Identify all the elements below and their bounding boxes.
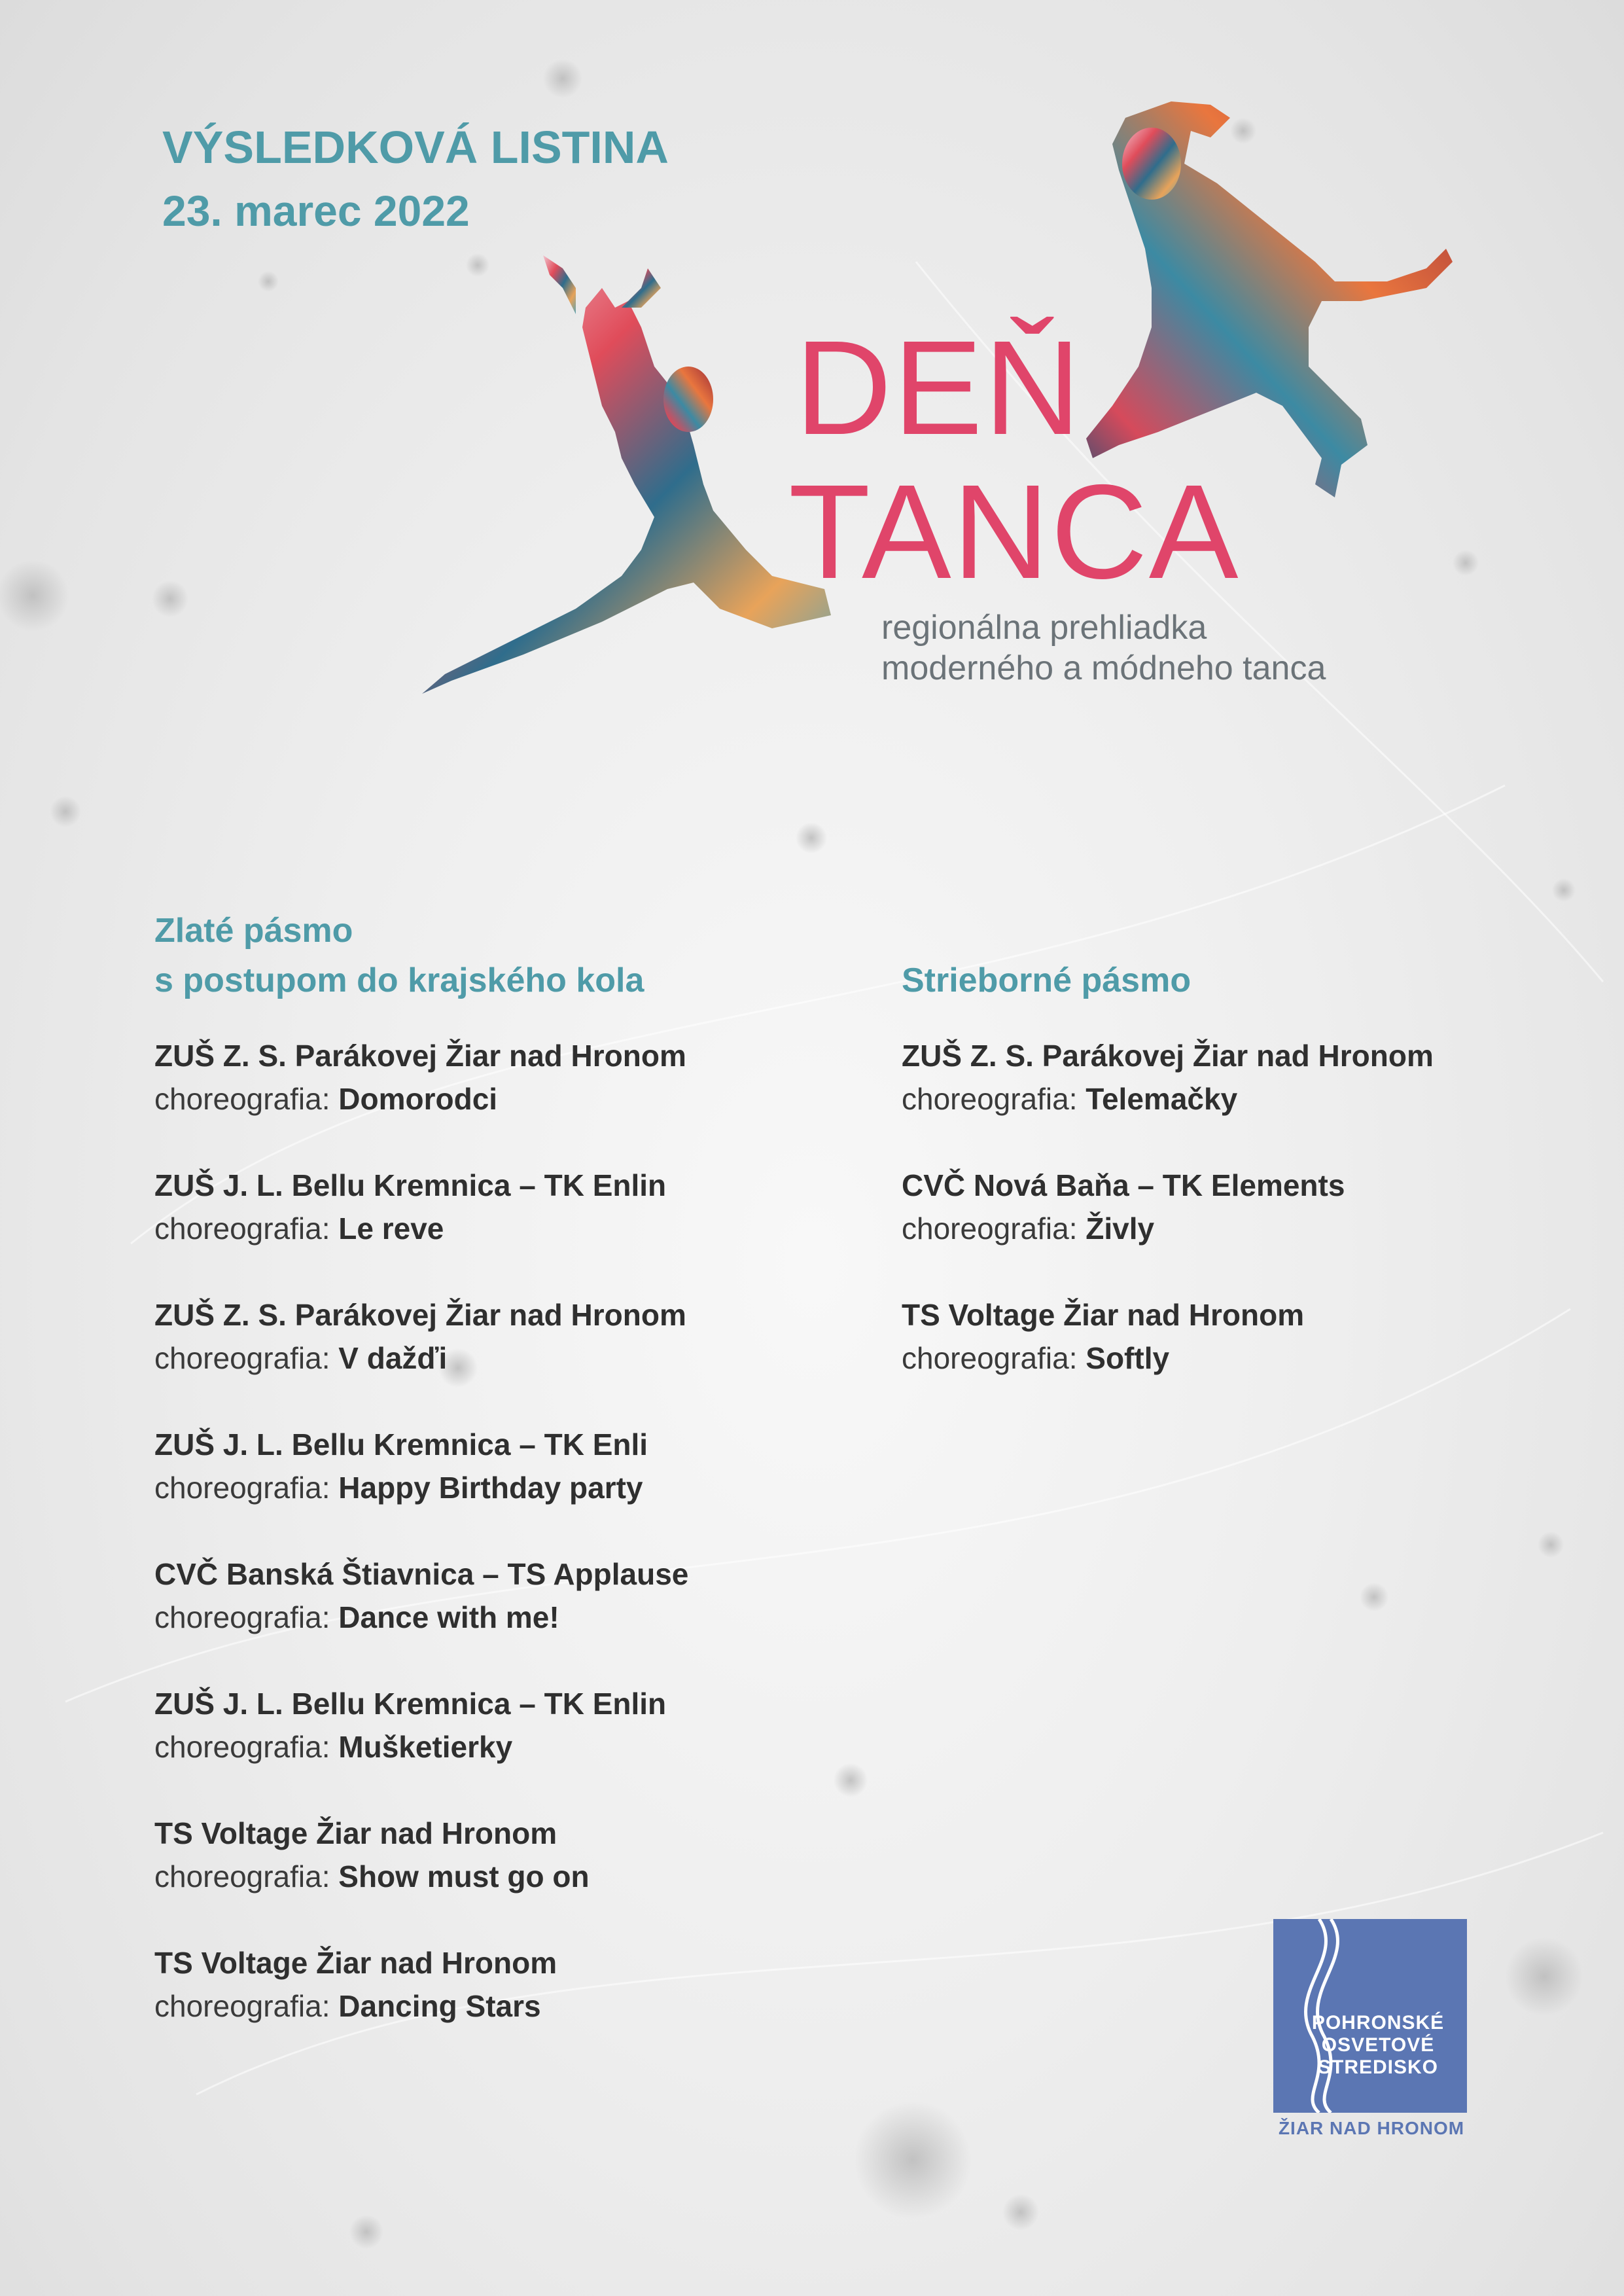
ensemble-name: ZUŠ J. L. Bellu Kremnica – TK Enlin xyxy=(154,1687,667,1721)
logo-title-line1: DEŇ xyxy=(795,313,1082,463)
ensemble-name: TS Voltage Žiar nad Hronom xyxy=(154,1946,557,1980)
choreography-title: Domorodci xyxy=(338,1082,498,1116)
list-item xyxy=(154,1164,841,1250)
organizer-line2: OSVETOVÉ xyxy=(1321,2034,1435,2056)
list-item xyxy=(154,1552,841,1639)
ensemble-name: CVČ Banská Štiavnica – TS Applause xyxy=(154,1557,689,1591)
ensemble-name: ZUŠ Z. S. Parákovej Žiar nad Hronom xyxy=(154,1039,686,1073)
page-title: VÝSLEDKOVÁ LISTINA xyxy=(162,122,669,173)
choreography-label: choreografia: xyxy=(154,1471,330,1505)
choreography-title: Show must go on xyxy=(338,1859,590,1893)
event-date: 23. marec 2022 xyxy=(162,187,470,235)
choreography-label: choreografia: xyxy=(154,1730,330,1764)
choreography-label: choreografia: xyxy=(902,1082,1078,1116)
list-item xyxy=(154,1941,841,2028)
list-item xyxy=(902,1034,1589,1121)
subtitle-line1: regionálna prehliadka xyxy=(881,609,1207,647)
ensemble-name: ZUŠ Z. S. Parákovej Žiar nad Hronom xyxy=(154,1298,686,1332)
ensemble-name: TS Voltage Žiar nad Hronom xyxy=(902,1298,1305,1332)
choreography-title: Telemačky xyxy=(1086,1082,1238,1116)
ensemble-name: ZUŠ J. L. Bellu Kremnica – TK Enlin xyxy=(154,1168,667,1202)
ensemble-name: ZUŠ J. L. Bellu Kremnica – TK Enli xyxy=(154,1427,648,1462)
choreography-label: choreografia: xyxy=(902,1211,1078,1246)
choreography-title: Živly xyxy=(1086,1211,1155,1246)
dancer-right-icon xyxy=(1086,101,1453,497)
choreography-title: Dance with me! xyxy=(338,1600,559,1634)
gold-heading-line2: s postupom do krajského kola xyxy=(154,961,644,999)
choreography-label: choreografia: xyxy=(154,1600,330,1634)
choreography-title: Mušketierky xyxy=(338,1730,513,1764)
choreography-title: V dažďi xyxy=(338,1341,448,1375)
dancer-left-icon xyxy=(422,255,831,694)
choreography-label: choreografia: xyxy=(154,1341,330,1375)
list-item xyxy=(154,1034,841,1121)
ensemble-name: CVČ Nová Baňa – TK Elements xyxy=(902,1168,1345,1202)
choreography-title: Softly xyxy=(1086,1341,1170,1375)
ensemble-name: ZUŠ Z. S. Parákovej Žiar nad Hronom xyxy=(902,1039,1434,1073)
list-item xyxy=(154,1293,841,1380)
logo-title-line2: TANCA xyxy=(788,457,1240,607)
gold-band-section xyxy=(154,906,841,2071)
event-subtitle xyxy=(881,607,1326,689)
organizer-line3: STREDISKO xyxy=(1317,2056,1439,2078)
choreography-title: Le reve xyxy=(338,1211,444,1246)
silver-band-section xyxy=(902,956,1589,1423)
organizer-city: ŽIAR NAD HRONOM xyxy=(1278,2118,1465,2138)
organizer-line1: POHRONSKÉ xyxy=(1311,2012,1445,2034)
choreography-label: choreografia: xyxy=(902,1341,1078,1375)
choreography-label: choreografia: xyxy=(154,1082,330,1116)
ensemble-name: TS Voltage Žiar nad Hronom xyxy=(154,1816,557,1850)
gold-heading-line1: Zlaté pásmo xyxy=(154,912,353,950)
list-item xyxy=(154,1682,841,1768)
choreography-label: choreografia: xyxy=(154,1989,330,2023)
silver-band-heading: Strieborné pásmo xyxy=(902,961,1192,999)
choreography-label: choreografia: xyxy=(154,1859,330,1893)
list-item xyxy=(902,1164,1589,1250)
organizer-logo xyxy=(1273,1919,1467,2113)
choreography-label: choreografia: xyxy=(154,1211,330,1246)
list-item xyxy=(154,1812,841,1898)
gold-band-heading xyxy=(154,906,841,1005)
choreography-title: Dancing Stars xyxy=(338,1989,541,2023)
list-item xyxy=(154,1423,841,1509)
subtitle-line2: moderného a módneho tanca xyxy=(881,649,1326,687)
choreography-title: Happy Birthday party xyxy=(338,1471,643,1505)
list-item xyxy=(902,1293,1589,1380)
